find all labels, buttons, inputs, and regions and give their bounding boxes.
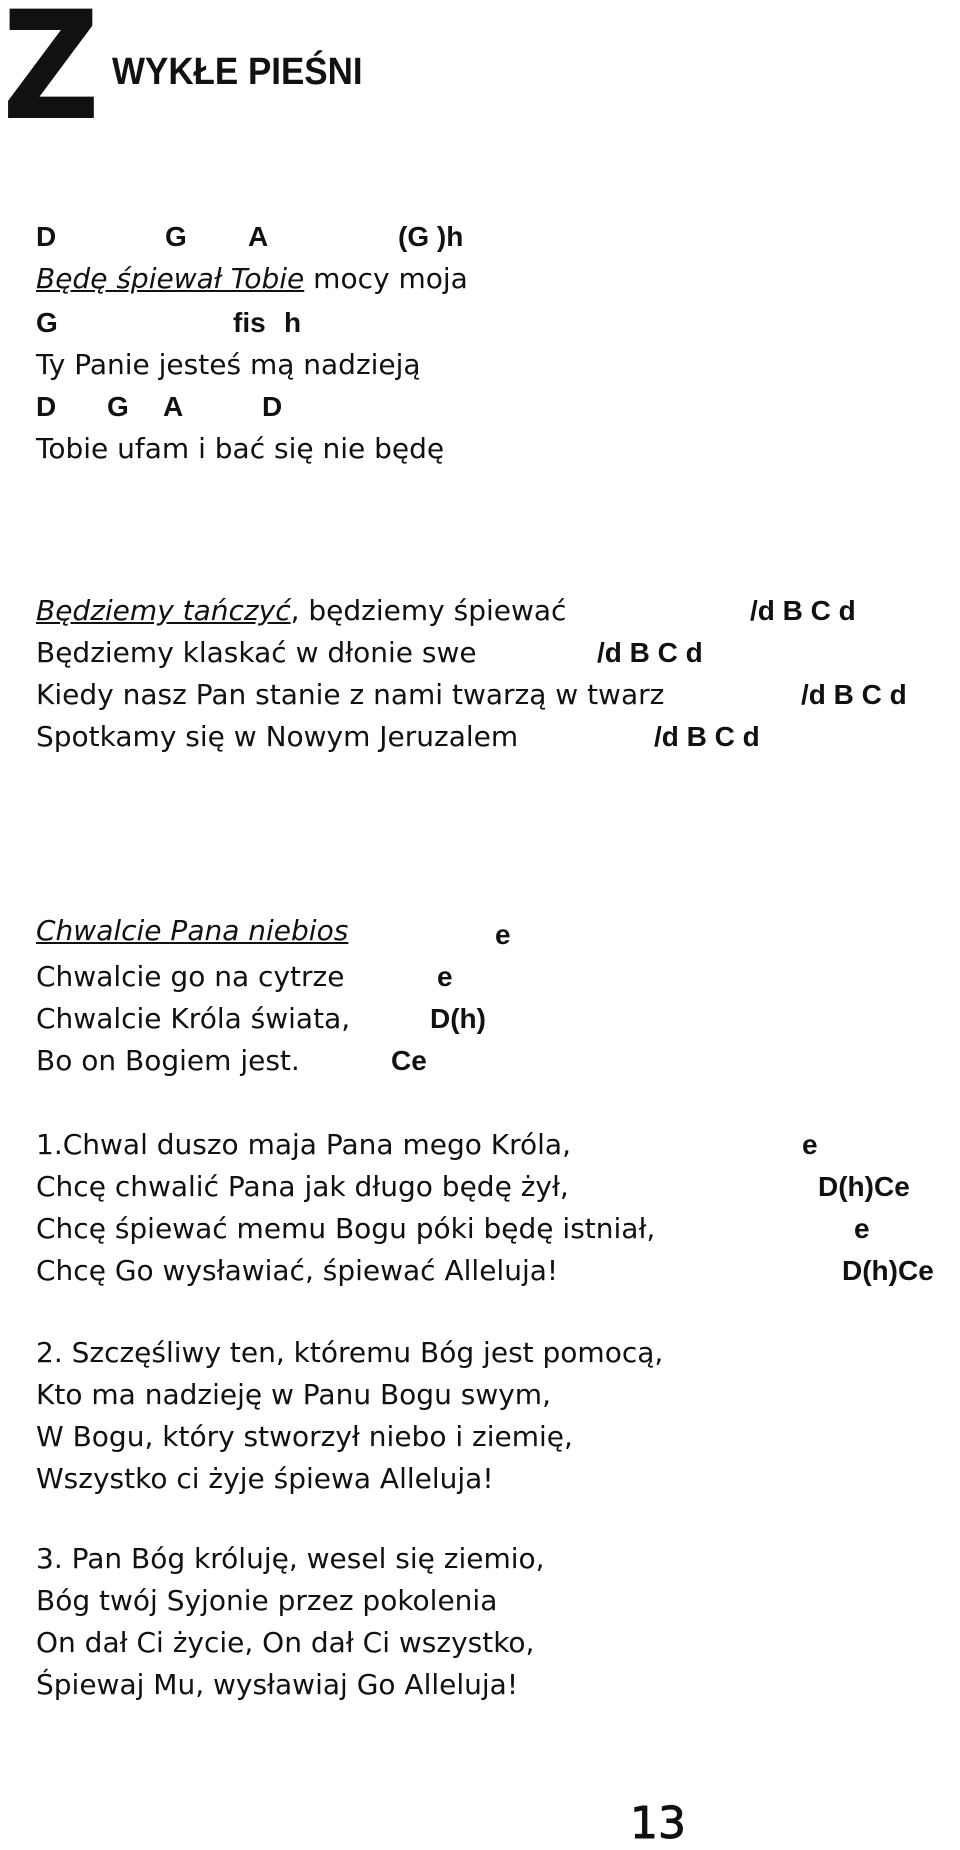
song-title: Będę śpiewał Tobie	[36, 262, 305, 295]
lyric-line: Kiedy nasz Pan stanie z nami twarzą w twarz	[36, 678, 665, 711]
lyric-line: 1.Chwal duszo maja Pana mego Króla,	[36, 1128, 571, 1161]
lyric-line: On dał Ci życie, On dał Ci wszystko,	[36, 1626, 535, 1659]
chord: e	[854, 1213, 870, 1244]
chord: /d B C d	[750, 595, 856, 626]
chord: G	[36, 307, 58, 338]
lyric-line: Chwalcie go na cytrze	[36, 960, 345, 993]
chord: D	[36, 221, 57, 252]
lyric-line: Chcę Go wysławiać, śpiewać Alleluja!	[36, 1254, 559, 1287]
lyric-line: Bóg twój Syjonie przez pokolenia	[36, 1584, 498, 1617]
chord: G	[107, 391, 129, 422]
lyric-line: 2. Szczęśliwy ten, któremu Bóg jest pomocą,	[36, 1336, 664, 1369]
lyric-line	[36, 594, 566, 628]
chord: /d B C d	[597, 637, 703, 668]
chord: D	[36, 391, 57, 422]
lyric-line: Spotkamy się w Nowym Jeruzalem	[36, 720, 519, 753]
lyric-line: Ty Panie jesteś mą nadzieją	[36, 348, 421, 381]
lyric-text: , będziemy śpiewać	[290, 594, 567, 627]
page-number: 13	[630, 1798, 686, 1849]
lyric-line	[36, 262, 468, 296]
lyric-line: Tobie ufam i bać się nie będę	[36, 432, 445, 465]
song-title: Chwalcie Pana niebios	[36, 914, 349, 947]
lyric-line: Wszystko ci żyje śpiewa Alleluja!	[36, 1462, 494, 1495]
lyric-line: Będziemy klaskać w dłonie swe	[36, 636, 477, 669]
lyric-line: Chcę chwalić Pana jak długo będę żył,	[36, 1170, 569, 1203]
lyric-line: Chwalcie Króla świata,	[36, 1002, 351, 1035]
chord: /d B C d	[654, 721, 760, 752]
chord: (G )h	[398, 221, 464, 252]
chord: D(h)Ce	[818, 1171, 910, 1202]
chord: e	[437, 961, 453, 992]
lyric-line: Kto ma nadzieję w Panu Bogu swym,	[36, 1378, 551, 1411]
chapter-initial: Z	[2, 0, 97, 154]
lyric-line: 3. Pan Bóg króluję, wesel się ziemio,	[36, 1542, 545, 1575]
lyric-line: Śpiewaj Mu, wysławiaj Go Alleluja!	[36, 1668, 519, 1701]
lyric-text: mocy moja	[304, 262, 468, 295]
chord: Ce	[391, 1045, 427, 1076]
chord: D	[262, 391, 283, 422]
chord: e	[802, 1129, 818, 1160]
chord: h	[284, 307, 302, 338]
chord: G	[165, 221, 187, 252]
lyric-line: Chcę śpiewać memu Bogu póki będę istniał,	[36, 1212, 656, 1245]
chord: A	[163, 391, 184, 422]
song-title: Będziemy tańczyć	[36, 594, 291, 627]
chord: fis	[233, 307, 266, 338]
chord: D(h)Ce	[842, 1255, 934, 1286]
chord: D(h)	[430, 1003, 486, 1034]
chord: A	[248, 221, 269, 252]
lyric-line: Bo on Bogiem jest.	[36, 1044, 300, 1077]
chord: /d B C d	[801, 679, 907, 710]
chord: e	[495, 919, 511, 950]
lyric-line: W Bogu, który stworzył niebo i ziemię,	[36, 1420, 573, 1453]
chapter-title: WYKŁE PIEŚNI	[112, 51, 363, 93]
